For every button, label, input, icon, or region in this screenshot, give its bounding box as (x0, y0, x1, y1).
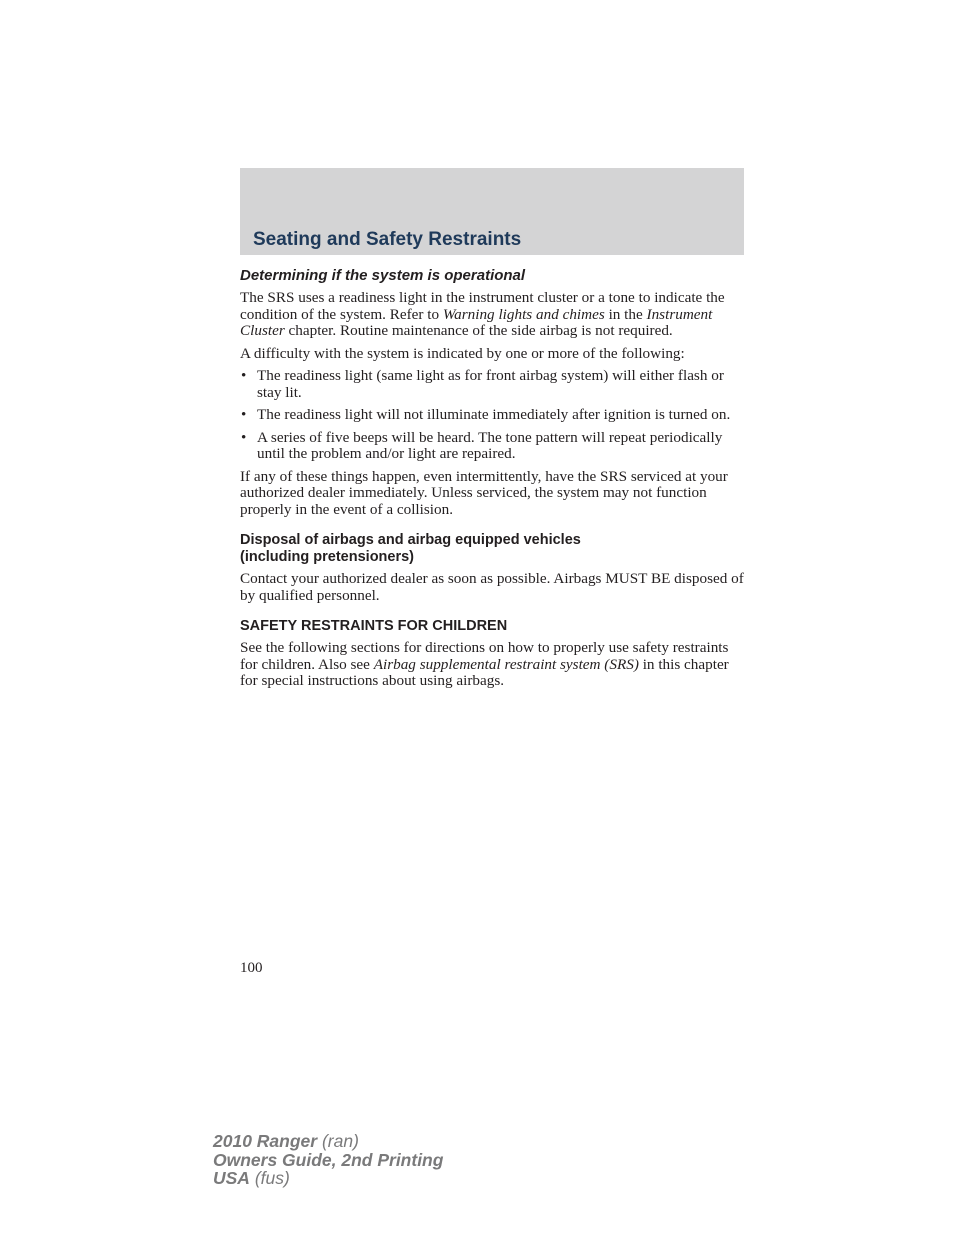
footer-code: (ran) (317, 1131, 359, 1151)
text-run: in the (604, 305, 647, 323)
subheading-line: (including pretensioners) (240, 549, 415, 565)
list-item-text: A series of five beeps will be heard. The tone pattern will repeat periodically until the problem and/or light are repaired. (257, 428, 723, 462)
bullet-icon: • (241, 428, 247, 446)
bullet-icon: • (241, 406, 247, 423)
paragraph-disposal: Contact your authorized dealer as soon as possible. Airbags MUST BE disposed of by qualified personnel. (240, 570, 744, 604)
text-run: chapter. Routine maintenance of the side airbag is not required. (284, 322, 673, 339)
footer-code: (fus) (249, 1168, 290, 1188)
list-item-text: The readiness light will not illuminate immediately after ignition is turned on. (257, 406, 731, 423)
footer-line (213, 1132, 443, 1151)
reference-warning-lights: Warning lights and chimes (442, 305, 605, 323)
bullet-icon: • (241, 367, 247, 384)
bullet-list (240, 368, 744, 463)
list-item (240, 407, 744, 424)
subheading-children: SAFETY RESTRAINTS FOR CHILDREN (240, 618, 508, 634)
footer-market: USA (213, 1168, 250, 1188)
text-run: The SRS uses a readiness light in the instrument cluster or a tone to indicate the condition of the system. Refer to (240, 289, 725, 323)
section-title: Seating and Safety Restraints (253, 229, 522, 250)
paragraph-difficulty: A difficulty with the system is indicated by one or more of the following: (240, 344, 685, 362)
text-run: in this chapter for special instructions about using airbags. (240, 655, 729, 689)
footer-imprint (213, 1132, 443, 1188)
list-item-text: The readiness light (same light as for front airbag system) will either flash or stay lit. (257, 367, 724, 401)
subheading-disposal (240, 532, 744, 566)
paragraph-children (240, 640, 744, 690)
subheading-operational: Determining if the system is operational (240, 267, 526, 284)
paragraph-service: If any of these things happen, even intermittently, have the SRS serviced at your authorized dealer immediately. Unless serviced, the system may not function properly in the event of a collision. (240, 467, 728, 518)
paragraph-readiness (240, 290, 744, 340)
footer-line (213, 1151, 443, 1170)
text-run: See the following sections for directions on how to properly use safety restraints for children. Also see (240, 639, 729, 673)
list-item (240, 430, 744, 463)
reference-airbag-srs: Airbag supplemental restraint system (SRS) (373, 655, 639, 673)
footer-line (213, 1169, 443, 1188)
list-item (240, 368, 744, 401)
subheading-line: Disposal of airbags and airbag equipped vehicles (240, 532, 581, 548)
footer-printing: Owners Guide, 2nd Printing (213, 1149, 444, 1170)
page-number: 100 (240, 960, 263, 976)
reference-instrument-cluster: Instrument Cluster (240, 305, 713, 339)
footer-model: 2010 Ranger (213, 1131, 318, 1151)
page-content (240, 267, 744, 696)
section-header-band (240, 168, 744, 255)
